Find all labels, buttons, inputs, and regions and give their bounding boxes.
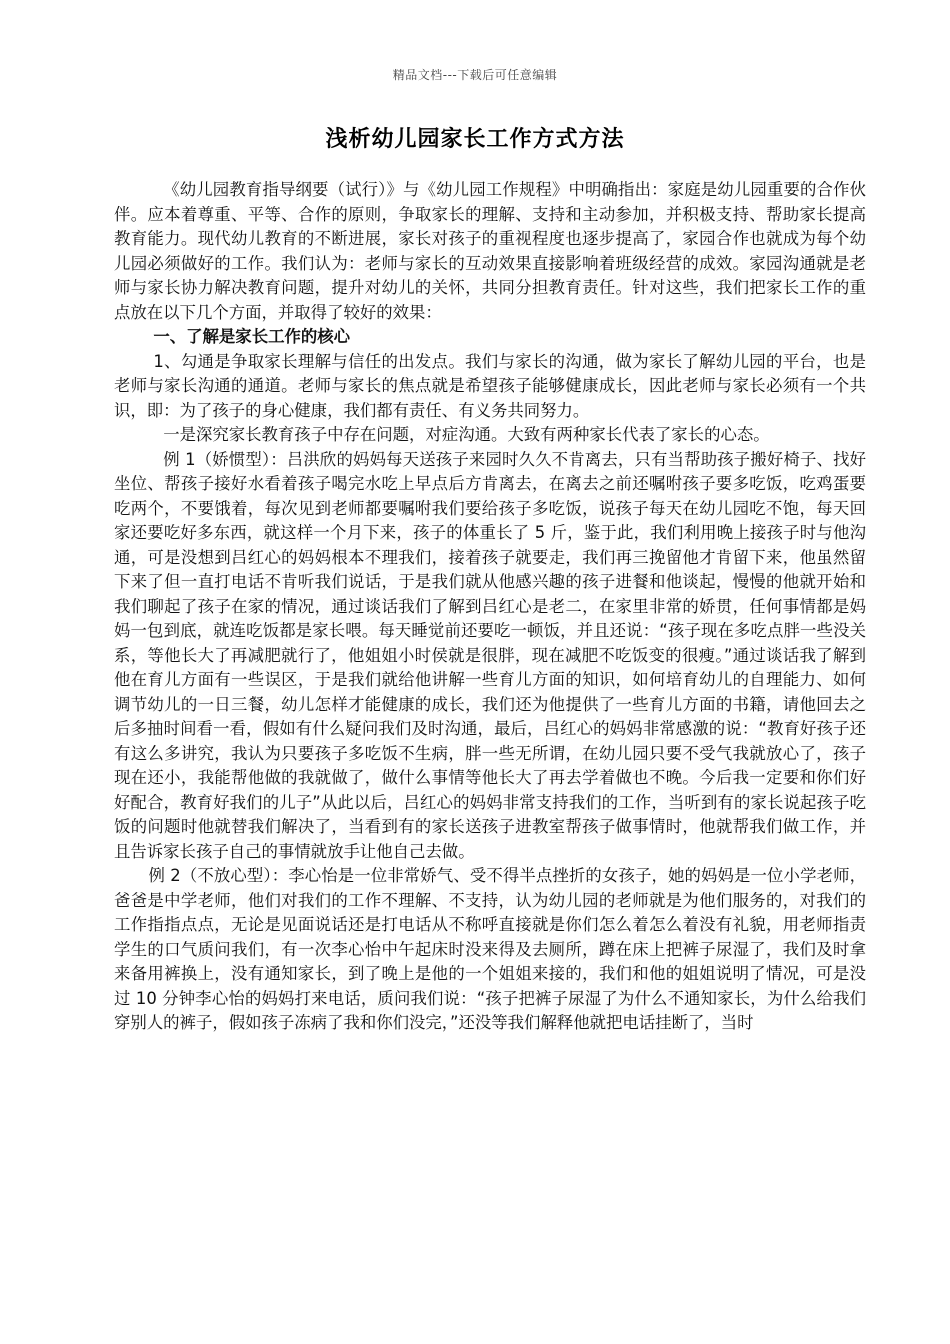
document-body xyxy=(114,178,866,1036)
example-paragraph: 例 2（不放心型）：李心怡是一位非常娇气、受不得半点挫折的女孩子，她的妈妈是一位小学老师，爸爸是中学老师，他们对我们的工作不理解、不支持，认为幼儿园的老师就是为他们服务的，对我们的工作指指点点，无论是见面说话还是打电话从不称呼直接就是你们怎么着怎么着没有礼貌，用老师指责学生的口气质问我们，有一次李心怡中午起床时没来得及去厕所，蹲在床上把裤子尿湿了，我们及时拿来备用裤换上，没有通知家长，到了晚上是他的一个姐姐来接的，我们和他的姐姐说明了情况，可是没过 10 分钟李心怡的妈妈打来电话，质问我们说：“孩子把裤子尿湿了为什么不通知家长，为什么给我们穿别人的裤子，假如孩子冻病了我和你们没完，”还没等我们解释他就把电话挂断了，当时 xyxy=(114,866,866,1032)
body-paragraph: 1、勾通是争取家长理解与信任的出发点。我们与家长的沟通，做为家长了解幼儿园的平台，也是老师与家长沟通的通道。老师与家长的焦点就是希望孩子能够健康成长，因此老师与家长必须有一个共识，即：为了孩子的身心健康，我们都有责任、有义务共同努力。 xyxy=(114,351,866,420)
document-title: 浅析幼儿园家长工作方式方法 xyxy=(325,127,625,152)
example-paragraph: 例 1（娇惯型）：吕洪欣的妈妈每天送孩子来园时久久不肯离去，只有当帮助孩子搬好椅子、找好坐位、帮孩子接好水看着孩子喝完水吃上早点后方肯离去，在离去之前还嘱咐孩子要多吃饭，吃鸡蛋要吃两个，不要饿着，每次见到老师都要嘱咐我们要给孩子多吃饭，说孩子每天在幼儿园吃不饱，每天回家还要吃好多东西，就这样一个月下来，孩子的体重长了 5 斤，鉴于此，我们利用晚上接孩子时与他沟通，可是没想到吕红心的妈妈根本不理我们，接着孩子就要走，我们再三挽留他才肯留下来，他虽然留下来了但一直打电话不肯听我们说话，于是我们就从他感兴趣的孩子进餐和他谈起，慢慢的他就开始和我们聊起了孩子在家的情况，通过谈话我们了解到吕红心是老二，在家里非常的娇贯，任何事情都是妈妈一包到底，就连吃饭都是家长喂。每天睡觉前还要吃一顿饭，并且还说：“孩子现在多吃点胖一些没关系，等他长大了再减肥就行了，他姐姐小时侯就是很胖，现在减肥不吃饭变的很瘦。”通过谈话我了解到他在育儿方面有一些误区，于是我们就给他讲解一些育儿方面的知识，如何培育幼儿的自理能力、如何调节幼儿的一日三餐，幼儿怎样才能健康的成长，我们还为他提供了一些育儿方面的书籍，请他回去之后多抽时间看一看，假如有什么疑问我们及时沟通，最后，吕红心的妈妈非常感激的说：“教育好孩子还有这么多讲究，我认为只要孩子多吃饭不生病，胖一些无所谓，在幼儿园只要不受气我就放心了，孩子现在还小，我能帮他做的我就做了，做什么事情等他长大了再去学着做也不晚。今后我一定要和你们好好配合，教育好我们的儿子”从此以后，吕红心的妈妈非常支持我们的工作，当听到有的家长说起孩子吃饭的问题时他就替我们解决了，当看到有的家长送孩子进教室帮孩子做事情时，他就帮我们做工作，并且告诉家长孩子自己的事情就放手让他自己去做。 xyxy=(114,449,866,861)
intro-paragraph: 《幼儿园教育指导纲要（试行）》与《幼儿园工作规程》中明确指出：家庭是幼儿园重要的合作伙伴。应本着尊重、平等、合作的原则，争取家长的理解、支持和主动参加，并积极支持、帮助家长提高教育能力。现代幼儿教育的不断进展，家长对孩子的重视程度也逐步提高了，家园合作也就成为每个幼儿园必须做好的工作。我们认为：老师与家长的互动效果直接影响着班级经营的成效。家园沟通就是老师与家长协力解决教育问题，提升对幼儿的关怀，共同分担教育责任。针对这些，我们把家长工作的重点放在以下几个方面，并取得了较好的效果： xyxy=(114,180,866,322)
page-watermark: 精品文档---下载后可任意编辑 xyxy=(392,68,558,82)
section-heading: 一、了解是家长工作的核心 xyxy=(153,327,351,346)
body-paragraph: 一是深究家长教育孩子中存在问题，对症沟通。大致有两种家长代表了家长的心态。 xyxy=(163,425,770,444)
